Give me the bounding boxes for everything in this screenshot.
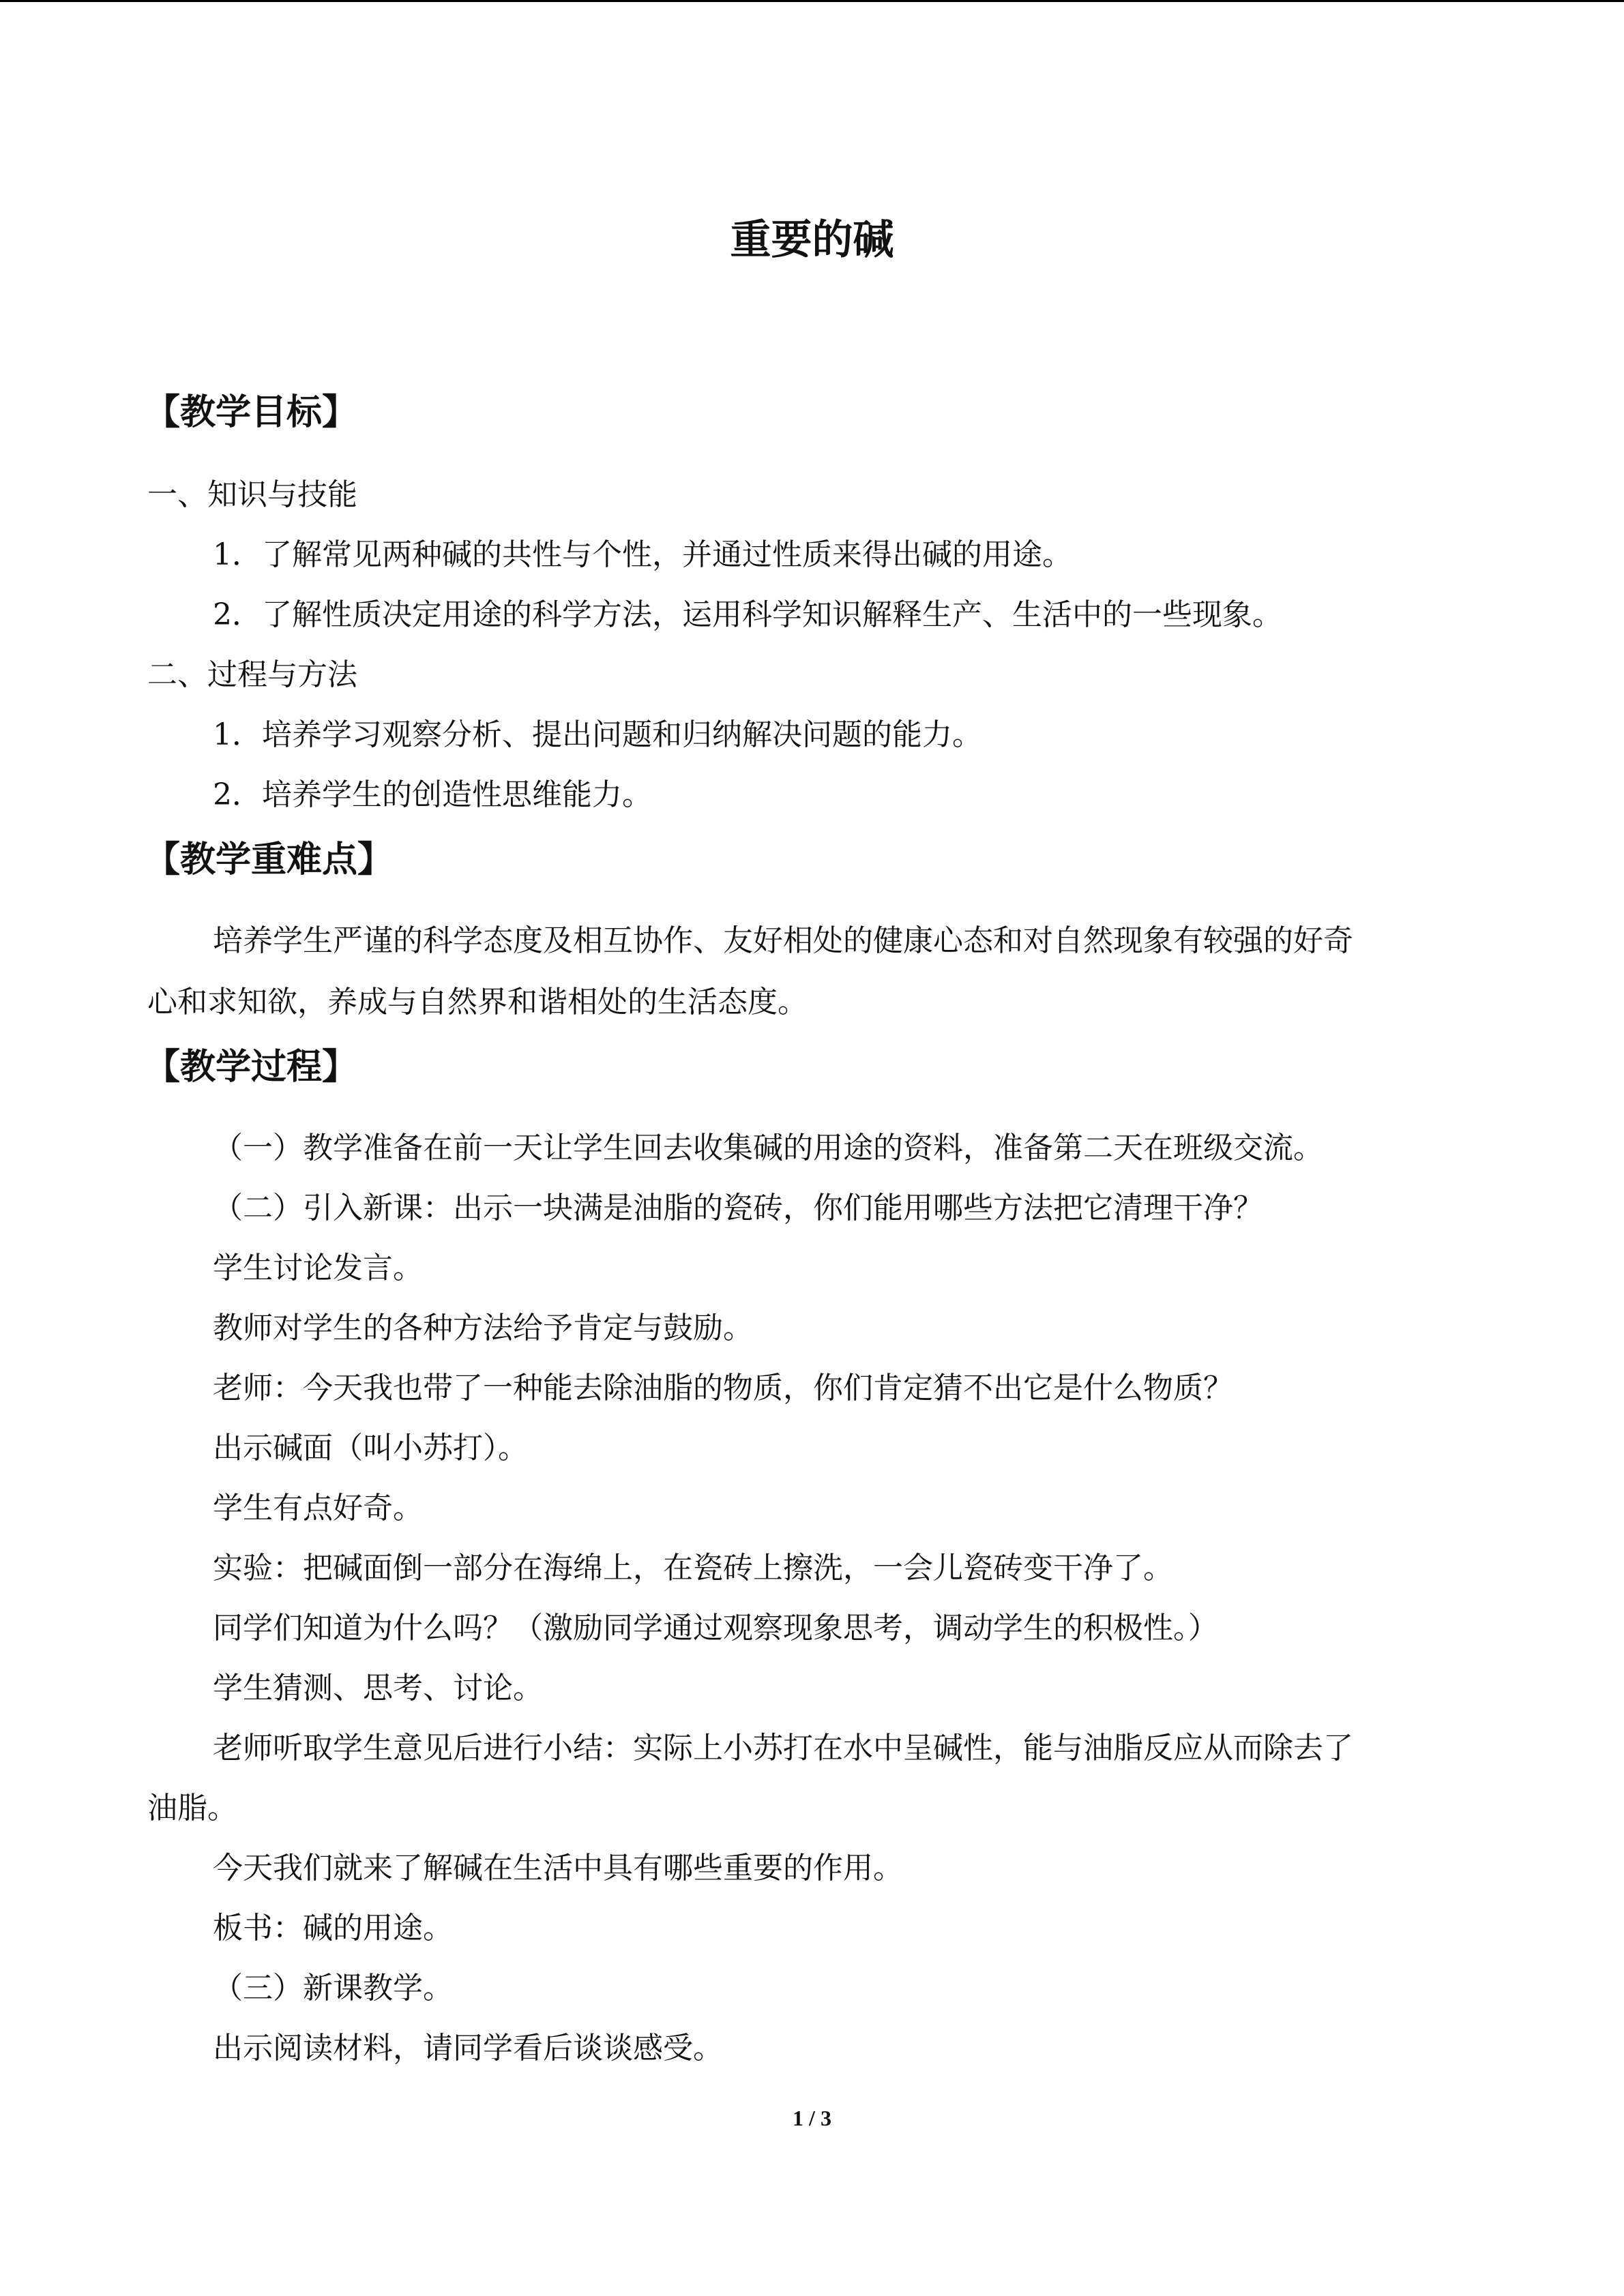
process-line: 板书：碱的用途。: [213, 1911, 453, 1945]
objective-item: 2．培养学生的创造性思维能力。: [213, 777, 652, 812]
top-border-line: [0, 0, 1624, 2]
process-line: （二）引入新课：出示一块满是油脂的瓷砖，你们能用哪些方法把它清理干净？: [213, 1191, 1263, 1225]
process-line: 老师听取学生意见后进行小结：实际上小苏打在水中呈碱性，能与油脂反应从而除去了: [213, 1731, 1353, 1765]
process-line: （三）新课教学。: [213, 1971, 453, 2006]
process-line: 教师对学生的各种方法给予肯定与鼓励。: [213, 1311, 753, 1345]
process-line: 油脂。: [147, 1791, 237, 1825]
process-line: 同学们知道为什么吗？（激励同学通过观察现象思考，调动学生的积极性。）: [213, 1611, 1218, 1645]
process-line: 出示阅读材料，请同学看后谈谈感受。: [213, 2031, 723, 2066]
process-line: 今天我们就来了解碱在生活中具有哪些重要的作用。: [213, 1851, 903, 1885]
heading-process: 【教学过程】: [145, 1046, 358, 1088]
key-points-paragraph-line: 心和求知欲，养成与自然界和谐相处的生活态度。: [147, 985, 808, 1019]
process-line: 学生有点好奇。: [213, 1491, 423, 1525]
key-points-paragraph-line: 培养学生严谨的科学态度及相互协作、友好相处的健康心态和对自然现象有较强的好奇: [213, 923, 1353, 958]
objective-item: 2．了解性质决定用途的科学方法，运用科学知识解释生产、生活中的一些现象。: [213, 597, 1282, 632]
page-number: 1 / 3: [793, 2106, 831, 2130]
objective-item: 1．培养学习观察分析、提出问题和归纳解决问题的能力。: [213, 717, 982, 752]
subheading-process-methods: 二、过程与方法: [147, 657, 357, 692]
process-line: 学生讨论发言。: [213, 1251, 423, 1285]
objective-item: 1．了解常见两种碱的共性与个性，并通过性质来得出碱的用途。: [213, 537, 1072, 572]
document-title: 重要的碱: [730, 216, 894, 264]
process-line: 实验：把碱面倒一部分在海绵上，在瓷砖上擦洗，一会儿瓷砖变干净了。: [213, 1551, 1173, 1585]
process-line: （一）教学准备在前一天让学生回去收集碱的用途的资料，准备第二天在班级交流。: [213, 1131, 1323, 1165]
process-line: 老师：今天我也带了一种能去除油脂的物质，你们肯定猜不出它是什么物质？: [213, 1371, 1233, 1405]
process-line: 学生猜测、思考、讨论。: [213, 1671, 543, 1705]
process-line: 出示碱面（叫小苏打）。: [213, 1431, 528, 1465]
subheading-knowledge-skills: 一、知识与技能: [147, 477, 357, 512]
heading-objectives: 【教学目标】: [145, 391, 358, 433]
heading-key-points: 【教学重难点】: [145, 839, 394, 880]
